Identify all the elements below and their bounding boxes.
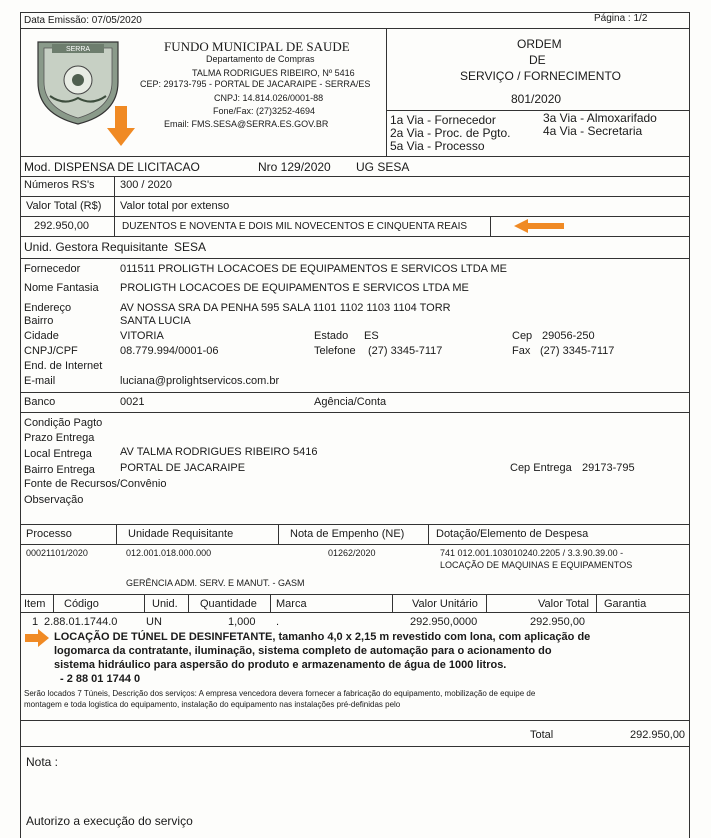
dotacao-header: Dotação/Elemento de Despesa (436, 528, 589, 540)
via-1: 1a Via - Fornecedor (390, 113, 496, 127)
org-department: Departamento de Compras (206, 54, 315, 64)
total-value: 292.950,00 (630, 729, 686, 741)
bairro-value: SANTA LUCIA (120, 315, 191, 327)
item-codigo: 2.88.01.1744.0 (44, 616, 118, 628)
item-number: 1 (32, 616, 39, 628)
total-label: Total (530, 729, 554, 741)
processo-header: Processo (26, 528, 72, 540)
ordem-title-3: SERVIÇO / FORNECIMENTO (460, 69, 621, 83)
via-3: 3a Via - Almoxarifado (543, 111, 657, 125)
item-valor-total: 292.950,00 (530, 616, 586, 628)
telefone-label: Telefone (314, 345, 356, 357)
empenho-header: Nota de Empenho (NE) (290, 528, 405, 540)
numeros-rs-label: Números RS's (24, 179, 95, 191)
data-emissao: Data Emissão: 07/05/2020 (24, 15, 142, 26)
org-address: TALMA RODRIGUES RIBEIRO, Nº 5416 (192, 68, 355, 78)
unidade-desc: GERÊNCIA ADM. SERV. E MANUT. - GASM (126, 578, 305, 588)
endereco-value: AV NOSSA SRA DA PENHA 595 SALA 1101 1102 1103 1104 TORR (120, 302, 451, 314)
arrow-left-icon (514, 218, 566, 234)
prazo-label: Prazo Entrega (24, 432, 95, 444)
endereco-label: Endereço (24, 302, 72, 314)
fantasia-value: PROLIGTH LOCACOES DE EQUIPAMENTOS E SERVICOS LTDA ME (120, 282, 469, 294)
org-email: Email: FMS.SESA@SERRA.ES.GOV.BR (164, 119, 329, 129)
fonte-recursos-label: Fonte de Recursos/Convênio (24, 478, 167, 490)
email-label: E-mail (24, 375, 56, 387)
unid-gestora-label: Unid. Gestora Requisitante (24, 240, 169, 254)
arrow-down-icon (106, 104, 136, 148)
item-unid: UN (146, 616, 162, 628)
numeros-rs-value: 300 / 2020 (120, 179, 172, 191)
banco-value: 0021 (120, 396, 145, 408)
via-4: 4a Via - Secretaria (543, 124, 643, 138)
quantidade-header: Quantidade (200, 598, 257, 610)
estado-value: ES (364, 330, 379, 342)
estado-label: Estado (314, 330, 349, 342)
org-cnpj: CNPJ: 14.814.026/0001-88 (214, 93, 324, 103)
bairro-entrega-label: Bairro Entrega (24, 464, 95, 476)
email-value: luciana@prolightservicos.com.br (120, 375, 280, 387)
condicao-label: Condição Pagto (24, 417, 103, 429)
empenho-value: 01262/2020 (328, 548, 376, 558)
item-note-2: montagem e toda logistica do equipamento, instalação do equipamento nas instalações pré-definidas pelo (24, 700, 401, 709)
cnpj-value: 08.779.994/0001-06 (120, 345, 219, 357)
page-number: Página : 1/2 (594, 13, 648, 24)
bairro-entrega-value: PORTAL DE JACARAIPE (120, 462, 246, 474)
ordem-title-2: DE (529, 53, 546, 67)
garantia-header: Garantia (604, 598, 647, 610)
valor-total-header: Valor Total (538, 598, 589, 610)
internet-label: End. de Internet (24, 360, 103, 372)
valor-extenso-label: Valor total por extenso (120, 200, 230, 212)
mod-ug: UG SESA (356, 160, 410, 174)
item-description-4: - 2 88 01 1744 0 (60, 673, 141, 685)
marca-header: Marca (276, 598, 307, 610)
fax-value: (27) 3345-7117 (540, 345, 615, 357)
autorizo-text: Autorizo a execução do serviço (26, 814, 193, 828)
item-marca: . (276, 616, 280, 628)
item-description-1: LOCAÇÃO DE TÚNEL DE DESINFETANTE, tamanho 4,0 x 2,15 m revestido com lona, com aplicação de (54, 631, 591, 643)
agencia-label: Agência/Conta (314, 396, 387, 408)
cnpj-label: CNPJ/CPF (24, 345, 78, 357)
unid-header: Unid. (152, 598, 178, 610)
fornecedor-value: 011511 PROLIGTH LOCACOES DE EQUIPAMENTOS E SERVICOS LTDA ME (120, 263, 507, 275)
unidade-header: Unidade Requisitante (128, 528, 234, 540)
via-5: 5a Via - Processo (390, 139, 485, 153)
cep-value: 29056-250 (542, 330, 595, 342)
item-note-1: Serão locados 7 Túneis, Descrição dos serviços: A empresa vencedora devera fornecer a fabricação do equipamento, mobilização de equipe de (24, 689, 536, 698)
telefone-value: (27) 3345-7117 (368, 345, 443, 357)
cidade-value: VITORIA (120, 330, 164, 342)
item-quantidade: 1,000 (228, 616, 256, 628)
bairro-label: Bairro (24, 315, 54, 327)
cep-label: Cep (512, 330, 533, 342)
seal-text: SERRA (65, 46, 91, 53)
local-entrega-label: Local Entrega (24, 448, 92, 460)
item-description-2: logomarca da contratante, iluminação, sistema completo de automação para o acionamento do (54, 645, 552, 657)
org-phone: Fone/Fax: (27)3252-4694 (213, 106, 316, 116)
valor-total-label: Valor Total (R$) (26, 200, 102, 212)
unidade-value: 012.001.018.000.000 (126, 548, 212, 558)
fantasia-label: Nome Fantasia (24, 282, 99, 294)
processo-value: 00021101/2020 (26, 548, 88, 558)
valor-total-value: 292.950,00 (34, 220, 90, 232)
item-header: Item (24, 598, 46, 610)
dotacao-value-2: LOCAÇÃO DE MAQUINAS E EQUIPAMENTOS (440, 560, 633, 570)
mod-licitacao: Mod. DISPENSA DE LICITACAO (24, 160, 200, 174)
unid-gestora-value: SESA (174, 240, 207, 254)
arrow-right-icon (24, 628, 50, 648)
cidade-label: Cidade (24, 330, 59, 342)
ordem-title-1: ORDEM (517, 37, 562, 51)
banco-label: Banco (24, 396, 56, 408)
dotacao-value-1: 741 012.001.103010240.2205 / 3.3.90.39.00 - (440, 548, 624, 558)
org-name: FUNDO MUNICIPAL DE SAUDE (164, 39, 350, 54)
fax-label: Fax (512, 345, 531, 357)
item-description-3: sistema hidráulico para aspersão do produto e armazenamento de água de 1000 litros. (54, 659, 507, 671)
mod-nro: Nro 129/2020 (258, 160, 331, 174)
observacao-label: Observação (24, 494, 84, 506)
cep-entrega-value: 29173-795 (582, 462, 635, 474)
local-entrega-value: AV TALMA RODRIGUES RIBEIRO 5416 (120, 446, 318, 458)
cep-entrega-label: Cep Entrega (510, 462, 572, 474)
item-valor-unitario: 292.950,0000 (410, 616, 478, 628)
via-2: 2a Via - Proc. de Pgto. (390, 126, 511, 140)
valor-unitario-header: Valor Unitário (412, 598, 478, 610)
ordem-number: 801/2020 (511, 92, 562, 106)
org-cep: CEP: 29173-795 - PORTAL DE JACARAIPE - SERRA/ES (140, 79, 371, 89)
nota-label: Nota : (26, 755, 59, 769)
fornecedor-label: Fornecedor (24, 263, 81, 275)
codigo-header: Código (64, 598, 99, 610)
valor-extenso-value: DUZENTOS E NOVENTA E DOIS MIL NOVECENTOS E CINQUENTA REAIS (122, 221, 468, 232)
